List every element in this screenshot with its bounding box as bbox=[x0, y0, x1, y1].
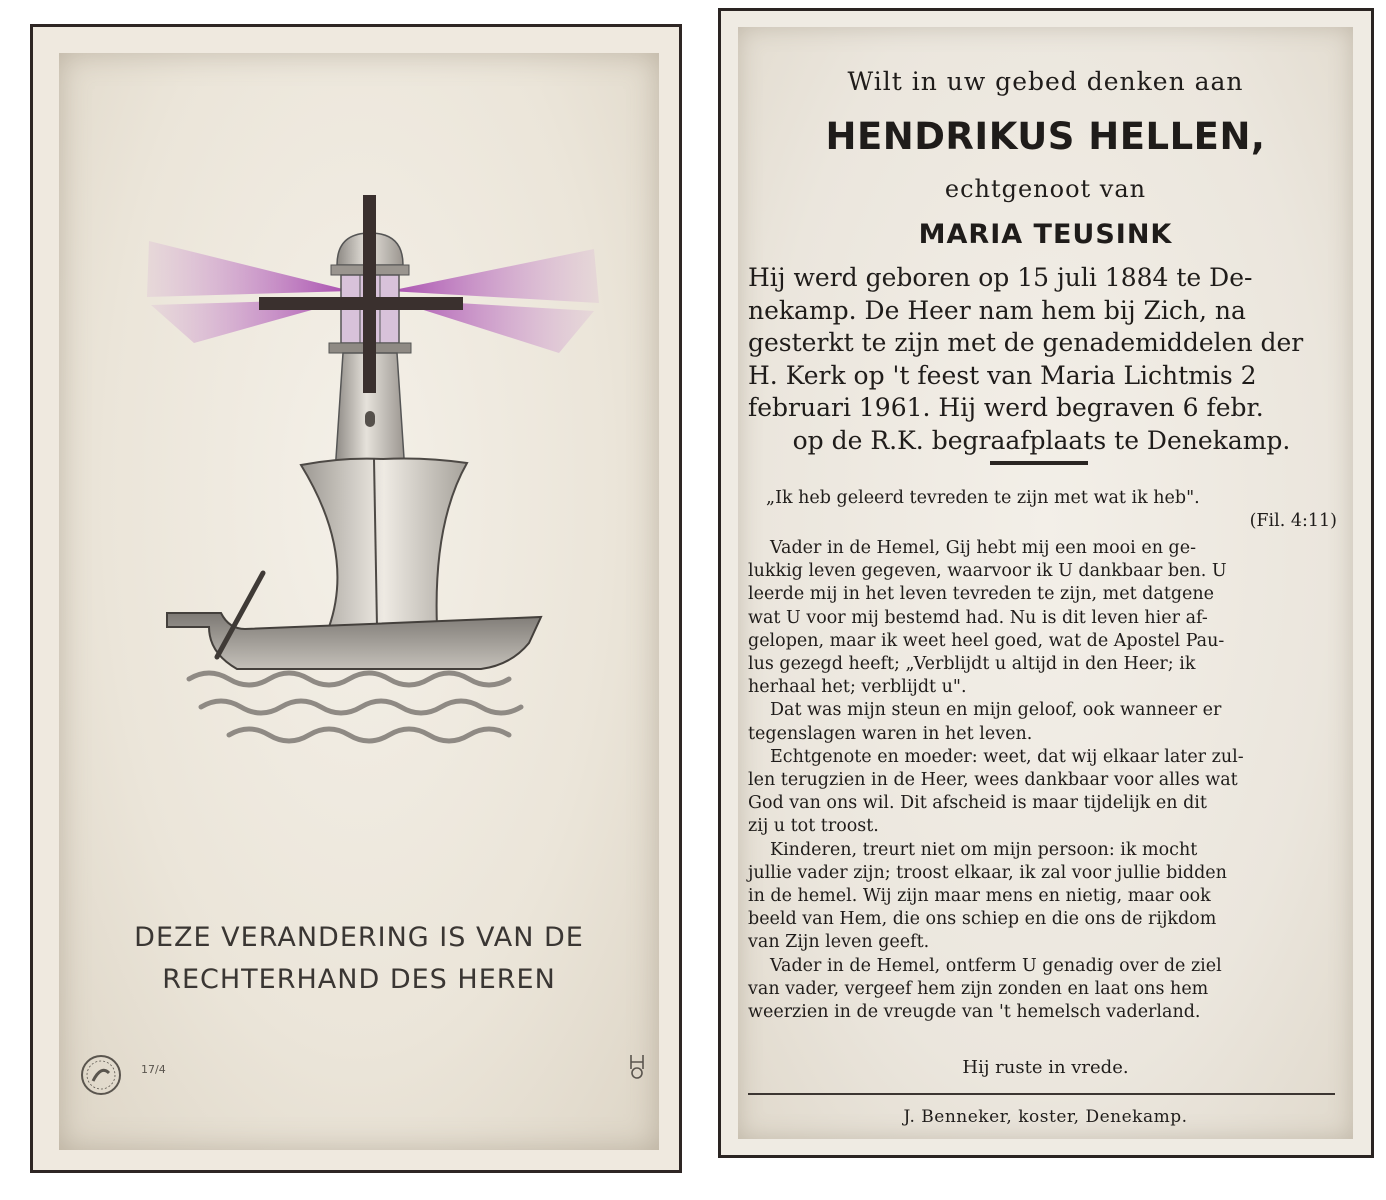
motto-line-1: DEZE VERANDERING IS VAN DE bbox=[134, 922, 584, 953]
bio-line bbox=[748, 425, 1335, 458]
biography bbox=[748, 262, 1335, 457]
print-code: 17/4 bbox=[141, 1063, 166, 1076]
letter-line: zij u tot troost. bbox=[748, 816, 879, 837]
bio-line bbox=[748, 295, 1335, 328]
front-border bbox=[33, 27, 679, 1170]
bio-text: Hij werd geboren op 15 juli 1884 te De- bbox=[748, 263, 1253, 292]
motto-line-2: RECHTERHAND DES HEREN bbox=[162, 964, 556, 995]
artist-monogram-icon bbox=[627, 1053, 647, 1079]
quote-text: „Ik heb geleerd tevreden te zijn met wat ik heb". bbox=[766, 488, 1200, 508]
letter-line: Echtgenote en moeder: weet, dat wij elkaar later zul- bbox=[770, 746, 1244, 767]
letter-line: leerde mij in het leven tevreden te zijn, met datgene bbox=[748, 584, 1215, 605]
divider bbox=[990, 461, 1088, 465]
letter-line: herhaal het; verblijdt u". bbox=[748, 677, 967, 698]
spouse-prefix: echtgenoot van bbox=[944, 175, 1147, 203]
publisher-logo-icon bbox=[79, 1053, 123, 1097]
letter-line: Kinderen, treurt niet om mijn persoon: ik mocht bbox=[770, 839, 1198, 860]
letter-line: van vader, vergeef hem zijn zonden en laat ons hem bbox=[748, 978, 1209, 999]
letter-line: Dat was mijn steun en mijn geloof, ook wanneer er bbox=[770, 700, 1222, 721]
closing-line: Hij ruste in vrede. bbox=[962, 1057, 1129, 1078]
letter-line: in de hemel. Wij zijn maar mens en nietig, maar ook bbox=[748, 886, 1211, 907]
quote-reference: (Fil. 4:11) bbox=[1249, 511, 1337, 531]
letter-line: lus gezegd heeft; „Verblijdt u altijd in den Heer; ik bbox=[748, 654, 1196, 675]
letter-line: tegenslagen waren in het leven. bbox=[748, 723, 1033, 744]
letter-line: lukkig leven gegeven, waarvoor ik U dankbaar ben. U bbox=[748, 561, 1227, 582]
memorial-card-front bbox=[30, 24, 682, 1173]
letter-line: wat U voor mij bestemd had. Nu is dit leven hier af- bbox=[748, 607, 1208, 628]
bio-line bbox=[748, 327, 1335, 360]
memorial-card-back bbox=[718, 8, 1374, 1158]
deceased-name: HENDRIKUS HELLEN, bbox=[825, 115, 1266, 158]
front-panel bbox=[59, 53, 659, 1150]
bio-line bbox=[748, 360, 1335, 393]
letter-line: Vader in de Hemel, ontferm U genadig over de ziel bbox=[770, 955, 1222, 976]
bio-line bbox=[748, 262, 1335, 295]
letter-line: weerzien in de vreugde van 't hemelsch vaderland. bbox=[748, 1002, 1201, 1023]
letter-line: gelopen, maar ik weet heel goed, wat de Apostel Pau- bbox=[748, 630, 1225, 651]
bio-text: op de R.K. begraafplaats te Denekamp. bbox=[792, 425, 1291, 455]
bio-line bbox=[748, 392, 1335, 425]
spouse-name: MARIA TEUSINK bbox=[918, 219, 1173, 250]
letter-line: len terugzien in de Heer, wees dankbaar voor alles wat bbox=[748, 770, 1238, 791]
letter-line: van Zijn leven geeft. bbox=[748, 932, 930, 953]
footer-rule bbox=[748, 1093, 1335, 1095]
bio-text: gesterkt te zijn met de genademiddelen der bbox=[748, 328, 1304, 357]
front-motto bbox=[59, 917, 659, 1001]
letter-line: beeld van Hem, die ons schiep en die ons de rijkdom bbox=[748, 909, 1217, 930]
bio-text: H. Kerk op 't feest van Maria Lichtmis 2 bbox=[748, 360, 1257, 390]
farewell-text bbox=[748, 537, 1337, 1024]
sailboat-icon bbox=[167, 459, 541, 670]
lighthouse-cross-icon bbox=[259, 195, 463, 473]
bio-text: nekamp. De Heer nam hem bij Zich, na bbox=[748, 295, 1246, 325]
bible-quote bbox=[766, 487, 1337, 533]
bio-text: februari 1961. Hij werd begraven 6 febr. bbox=[748, 393, 1264, 422]
letter-line: God van ons wil. Dit afscheid is maar tijdelijk en dit bbox=[748, 793, 1207, 814]
letter-line: Vader in de Hemel, Gij hebt mij een mooi en ge- bbox=[770, 538, 1196, 558]
printer-credit: J. Benneker, koster, Denekamp. bbox=[903, 1107, 1188, 1127]
waves-icon bbox=[189, 673, 521, 741]
back-panel bbox=[738, 27, 1353, 1139]
back-border bbox=[721, 11, 1371, 1155]
intro-text: Wilt in uw gebed denken aan bbox=[847, 67, 1244, 96]
letter-line: jullie vader zijn; troost elkaar, ik zal voor jullie bidden bbox=[748, 862, 1227, 883]
